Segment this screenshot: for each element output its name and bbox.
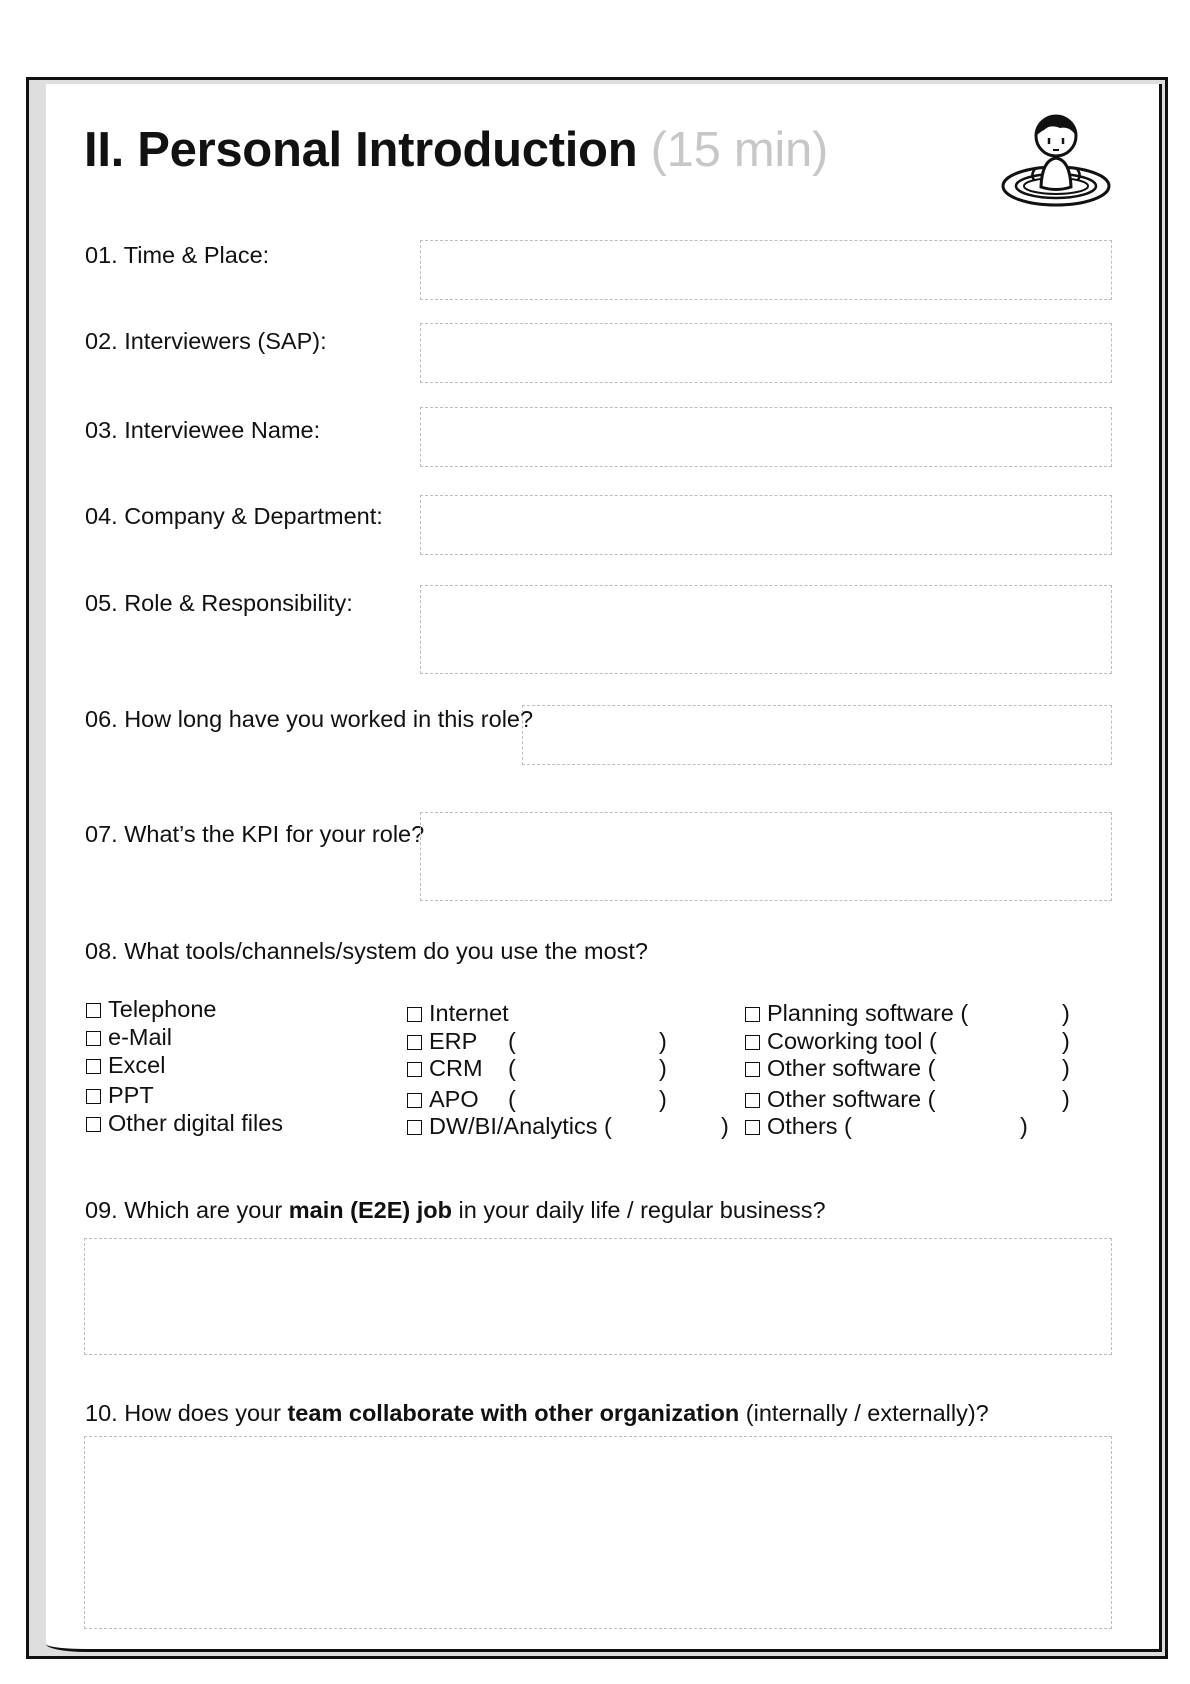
page-duration: (15 min)	[650, 123, 828, 177]
question-03-label: 03. Interviewee Name:	[85, 417, 321, 443]
question-09-label: 09. Which are your main (E2E) job in your daily life / regular business?	[85, 1197, 826, 1223]
checkbox-icon[interactable]	[86, 1059, 101, 1074]
tool-option-planning-software[interactable]: Planning software (	[745, 1000, 968, 1027]
dw-close-paren: )	[721, 1113, 729, 1139]
checkbox-icon[interactable]	[745, 1035, 760, 1050]
question-02-label: 02. Interviewers (SAP):	[85, 328, 327, 354]
team-collaboration-field[interactable]	[84, 1436, 1112, 1629]
checkbox-icon[interactable]	[745, 1007, 760, 1022]
main-job-field[interactable]	[84, 1238, 1112, 1355]
checkbox-icon[interactable]	[745, 1120, 760, 1135]
tool-option-excel[interactable]: Excel	[86, 1052, 165, 1079]
crm-open-paren: (	[508, 1055, 516, 1081]
checkbox-icon[interactable]	[407, 1062, 422, 1077]
tool-option-erp[interactable]: ERP	[407, 1028, 477, 1055]
planning-close-paren: )	[1062, 1000, 1070, 1026]
time-in-role-field[interactable]	[522, 705, 1112, 765]
tool-option-coworking-tool[interactable]: Coworking tool (	[745, 1028, 937, 1055]
checkbox-icon[interactable]	[86, 1089, 101, 1104]
erp-open-paren: (	[508, 1028, 516, 1054]
checkbox-icon[interactable]	[407, 1120, 422, 1135]
crm-close-paren: )	[659, 1055, 667, 1081]
other-software-1-close-paren: )	[1062, 1055, 1070, 1081]
page-title	[84, 122, 828, 178]
checkbox-icon[interactable]	[407, 1007, 422, 1022]
time-place-field[interactable]	[420, 240, 1112, 300]
role-responsibility-field[interactable]	[420, 585, 1112, 674]
question-07-label: 07. What’s the KPI for your role?	[85, 821, 425, 847]
checkbox-icon[interactable]	[407, 1035, 422, 1050]
question-10-label: 10. How does your team collaborate with other organization (internally / externally)?	[85, 1400, 989, 1426]
checkbox-icon[interactable]	[745, 1062, 760, 1077]
apo-open-paren: (	[508, 1086, 516, 1112]
kpi-field[interactable]	[420, 812, 1112, 901]
company-department-field[interactable]	[420, 495, 1112, 555]
question-04-label: 04. Company & Department:	[85, 503, 383, 529]
tool-option-other-digital-files[interactable]: Other digital files	[86, 1110, 283, 1137]
page-title-text: II. Personal Introduction	[84, 123, 638, 177]
tool-option-dw-bi-analytics[interactable]: DW/BI/Analytics (	[407, 1113, 612, 1140]
interviewers-field[interactable]	[420, 323, 1112, 383]
others-close-paren: )	[1020, 1113, 1028, 1139]
tool-option-telephone[interactable]: Telephone	[86, 996, 216, 1023]
question-05-label: 05. Role & Responsibility:	[85, 590, 353, 616]
checkbox-icon[interactable]	[745, 1093, 760, 1108]
checkbox-icon[interactable]	[407, 1093, 422, 1108]
interviewee-name-field[interactable]	[420, 407, 1112, 467]
checkbox-icon[interactable]	[86, 1003, 101, 1018]
tool-option-other-software-2[interactable]: Other software (	[745, 1086, 935, 1113]
tool-option-internet[interactable]: Internet	[407, 1000, 509, 1027]
question-06-label: 06. How long have you worked in this role?	[85, 706, 534, 732]
tool-option-other-software-1[interactable]: Other software (	[745, 1055, 935, 1082]
question-01-label: 01. Time & Place:	[85, 242, 270, 268]
checkbox-icon[interactable]	[86, 1031, 101, 1046]
other-software-2-close-paren: )	[1062, 1086, 1070, 1112]
tool-option-apo[interactable]: APO	[407, 1086, 479, 1113]
coworking-close-paren: )	[1062, 1028, 1070, 1054]
person-in-ring-icon	[1000, 108, 1112, 210]
erp-close-paren: )	[659, 1028, 667, 1054]
tool-option-others[interactable]: Others (	[745, 1113, 852, 1140]
apo-close-paren: )	[659, 1086, 667, 1112]
tool-option-crm[interactable]: CRM	[407, 1055, 483, 1082]
question-08-label: 08. What tools/channels/system do you use the most?	[85, 938, 648, 964]
tool-option-email[interactable]: e-Mail	[86, 1024, 172, 1051]
tool-option-ppt[interactable]: PPT	[86, 1082, 154, 1109]
checkbox-icon[interactable]	[86, 1117, 101, 1132]
